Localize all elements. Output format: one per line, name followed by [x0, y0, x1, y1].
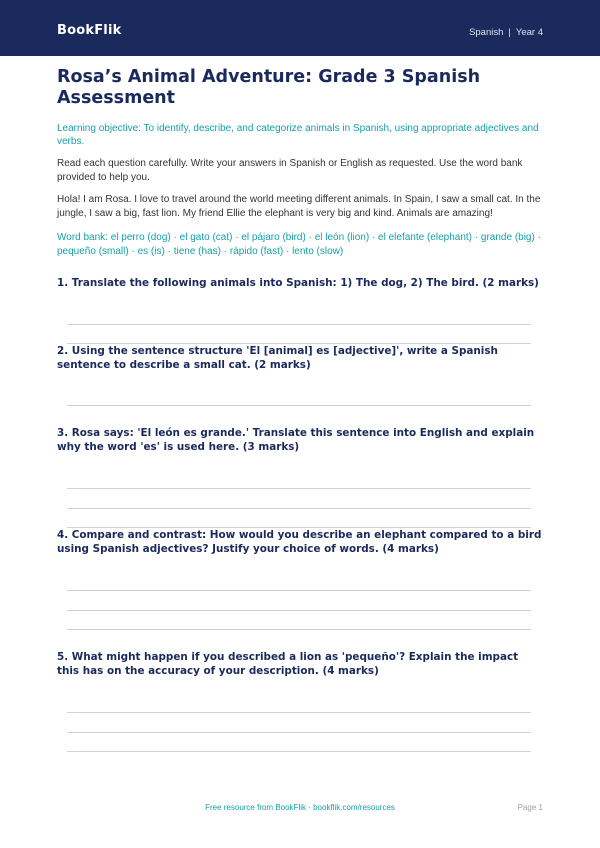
brand-logo: BookFlik [57, 23, 122, 38]
answer-line[interactable] [67, 629, 531, 630]
question-4: 4. Compare and contrast: How would you describe an elephant compared to a bird using Spanish adjectives? Justify your choice of words. (4 marks) [57, 529, 542, 555]
word-bank: Word bank: el perro (dog) · el gato (cat) · el pájaro (bird) · el león (lion) · el elefante (elephant) · grande (big) · pequeño (small) · es (is) · tiene (has) · rápido (fast) · lento (slow) [57, 232, 541, 257]
subject-label: Spanish [469, 27, 504, 38]
answer-line[interactable] [67, 751, 531, 752]
header-bar [0, 0, 600, 56]
question-5: 5. What might happen if you described a lion as 'pequeño'? Explain the impact this has on the accuracy of your description. (4 marks) [57, 651, 519, 677]
footer-text: Free resource from BookFlik · bookflik.com/resources [205, 803, 395, 812]
question-2: 2. Using the sentence structure 'El [animal] es [adjective]', write a Spanish sentence to describe a small cat. (2 marks) [57, 345, 498, 371]
answer-line[interactable] [67, 488, 531, 489]
answer-line[interactable] [67, 712, 531, 713]
page-number: Page 1 [517, 803, 543, 812]
answer-line[interactable] [67, 405, 531, 406]
header-separator: | [508, 27, 511, 38]
answer-line[interactable] [67, 590, 531, 591]
answer-line[interactable] [67, 610, 531, 611]
answer-line[interactable] [67, 508, 531, 509]
reading-passage: Hola! I am Rosa. I love to travel around the world meeting different animals. In Spain, I saw a small cat. In the jungle, I saw a big, fast lion. My friend Ellie the elephant is very big and kind. Animals are amazing! [57, 194, 541, 219]
answer-line[interactable] [67, 732, 531, 733]
year-label: Year 4 [515, 27, 543, 38]
instructions: Read each question carefully. Write your answers in Spanish or English as requested. Use the word bank provided to help you. [57, 158, 523, 183]
question-3: 3. Rosa says: 'El león es grande.' Translate this sentence into English and explain why the word 'es' is used here. (3 marks) [57, 427, 535, 453]
worksheet-title: Rosa’s Animal Adventure: Grade 3 Spanish Assessment [57, 67, 481, 108]
learning-objective: Learning objective: To identify, describe, and categorize animals in Spanish, using appropriate adjectives and verbs. [57, 123, 539, 147]
answer-line[interactable] [67, 324, 531, 325]
subject-year-label [469, 27, 543, 38]
question-1: 1. Translate the following animals into Spanish: 1) The dog, 2) The bird. (2 marks) [57, 277, 539, 289]
